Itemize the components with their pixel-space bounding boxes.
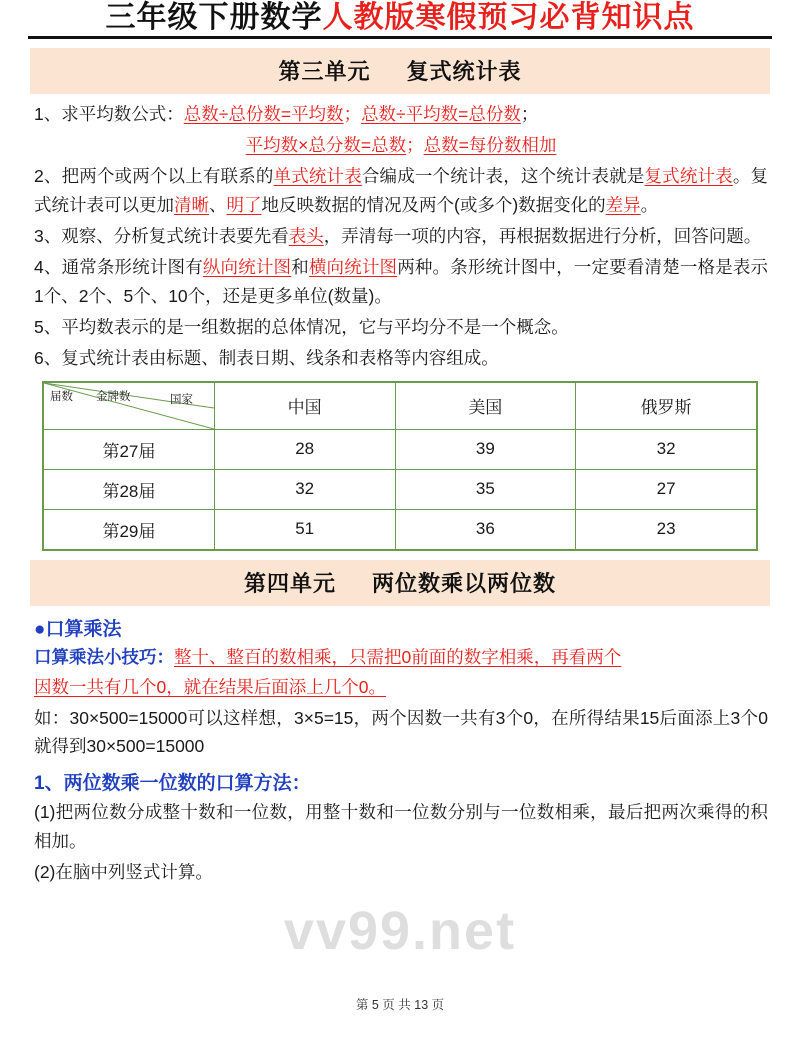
term-single-stat-table: 单式统计表	[273, 166, 362, 187]
unit-3-banner-right: 复式统计表	[406, 58, 522, 84]
term-clear: 清晰	[174, 194, 209, 215]
knowledge-item-1	[34, 100, 768, 128]
table-cell-r0c1: 39	[395, 429, 576, 469]
unit-4-banner-left: 第四单元	[243, 570, 336, 596]
term-horizontal-bar-chart: 横向统计图	[308, 257, 398, 278]
formula-1: 总数÷总份数=平均数	[183, 103, 344, 124]
table-cell-r2c2: 23	[576, 509, 757, 550]
watermark: vv99.net	[283, 901, 517, 961]
title-part-1: 三年级下册数学	[105, 1, 323, 34]
footer-page-number: 5	[371, 998, 379, 1012]
table-cell-r1c0: 32	[214, 469, 395, 509]
sub-heading-two-digit-by-one-digit: 1、两位数乘一位数的口算方法：	[34, 773, 311, 795]
item-3-text-a: 3、观察、分析复式统计表要先看	[34, 225, 289, 246]
table-cell-r0c2: 32	[576, 429, 757, 469]
knowledge-item-5: 5、平均数表示的是一组数据的总体情况，它与平均分不是一个概念。	[34, 316, 569, 337]
term-obvious: 明了	[226, 194, 262, 215]
formula-3: 平均数×总分数=总数	[245, 134, 407, 155]
item-2-text-b: 合编成一个统计表，这个统计表就是	[361, 166, 645, 187]
table-col-header-1: 美国	[395, 382, 576, 430]
table-row-label-2: 第29届	[43, 509, 214, 550]
oral-tip	[34, 643, 768, 671]
table-cell-r1c1: 35	[395, 469, 576, 509]
unit-4-banner	[30, 560, 770, 606]
item-2-text-d: 、	[209, 194, 227, 215]
item-1-sep-1: ；	[343, 103, 362, 124]
table-cell-r2c0: 51	[214, 509, 395, 550]
unit-3-banner	[30, 48, 770, 94]
item-1-sep-2: ；	[520, 103, 539, 124]
item-1-prefix: 1、求平均数公式：	[34, 103, 184, 124]
item-1-sep-3: ；	[406, 134, 424, 155]
footer-prefix: 第	[355, 998, 369, 1012]
table-row	[43, 469, 757, 509]
oral-tip-text-2: 因数一共有几个0，就在结果后面添上几个0。	[34, 676, 386, 697]
table-row	[43, 429, 757, 469]
table-row	[43, 509, 757, 550]
table-row-label-0: 第27届	[43, 429, 214, 469]
oral-method-2: (2)在脑中列竖式计算。	[34, 861, 213, 882]
title-part-3: 寒假预习必背知识点	[415, 1, 695, 34]
knowledge-item-1-line-2	[34, 131, 768, 159]
page-title	[28, 0, 772, 39]
item-2-text-f: 。	[640, 194, 659, 215]
oral-tip-label: 口算乘法小技巧：	[34, 646, 174, 667]
table-header-row	[43, 382, 757, 430]
unit-4-banner-right: 两位数乘以两位数	[372, 570, 557, 596]
corner-row-label: 届数	[50, 390, 73, 403]
table-row-label-1: 第28届	[43, 469, 214, 509]
item-4-text-b: 和	[291, 257, 309, 278]
corner-cell-label: 金牌数	[96, 390, 131, 403]
table-cell-r1c2: 27	[576, 469, 757, 509]
oral-tip-line-2	[34, 673, 768, 701]
knowledge-item-4	[34, 253, 768, 310]
corner-col-label: 国家	[170, 393, 193, 406]
oral-example: 如：30×500=15000可以这样想，3×5=15，两个因数一共有3个0，在所得结果15后面添上3个0就得到30×500=15000	[34, 707, 768, 756]
term-vertical-bar-chart: 纵向统计图	[202, 257, 292, 278]
knowledge-item-6: 6、复式统计表由标题、制表日期、线条和表格等内容组成。	[34, 348, 499, 369]
table-corner-cell	[43, 382, 214, 430]
item-2-text-a: 2、把两个或两个以上有联系的	[34, 166, 274, 187]
item-4-text-c: 两种。条形统计图中，一定要看清楚一格是表示1个、2个、5个、10个，还是更多单位(数量)。	[34, 257, 769, 306]
item-3-text-b: ，弄清每一项的内容，再根据数据进行分析，回答问题。	[323, 225, 762, 246]
knowledge-item-3	[34, 222, 768, 250]
page-footer	[0, 995, 800, 1013]
unit-3-banner-left: 第三单元	[278, 58, 371, 84]
medal-stat-table	[42, 381, 758, 551]
knowledge-item-2	[34, 162, 768, 219]
table-col-header-2: 俄罗斯	[576, 382, 757, 430]
table-cell-r0c0: 28	[214, 429, 395, 469]
item-4-text-a: 4、通常条形统计图有	[34, 257, 203, 278]
title-part-2: 人教版	[322, 1, 416, 34]
formula-2: 总数÷平均数=总份数	[361, 103, 521, 124]
formula-4: 总数=每份数相加	[423, 134, 557, 155]
oral-tip-text-1: 整十、整百的数相乘，只需把0前面的数字相乘，再看两个	[174, 646, 622, 667]
footer-total-pages: 13	[414, 998, 429, 1012]
term-compound-stat-table: 复式统计表	[644, 166, 733, 187]
section-heading-oral-multiplication: ●口算乘法	[34, 618, 122, 640]
footer-mid: 页 共	[382, 998, 411, 1012]
table-col-header-0: 中国	[214, 382, 395, 430]
term-table-header: 表头	[288, 225, 324, 246]
oral-method-1: (1)把两位数分成整十数和一位数，用整十数和一位数分别与一位数相乘，最后把两次乘得的积相加。	[34, 802, 768, 851]
footer-suffix: 页	[431, 998, 445, 1012]
table-cell-r2c1: 36	[395, 509, 576, 550]
item-2-text-e: 地反映数据的情况及两个(或多个)数据变化的	[261, 194, 606, 215]
term-difference: 差异	[605, 194, 641, 215]
item-2-text-c: 。复式统计表可以更加	[34, 166, 769, 215]
